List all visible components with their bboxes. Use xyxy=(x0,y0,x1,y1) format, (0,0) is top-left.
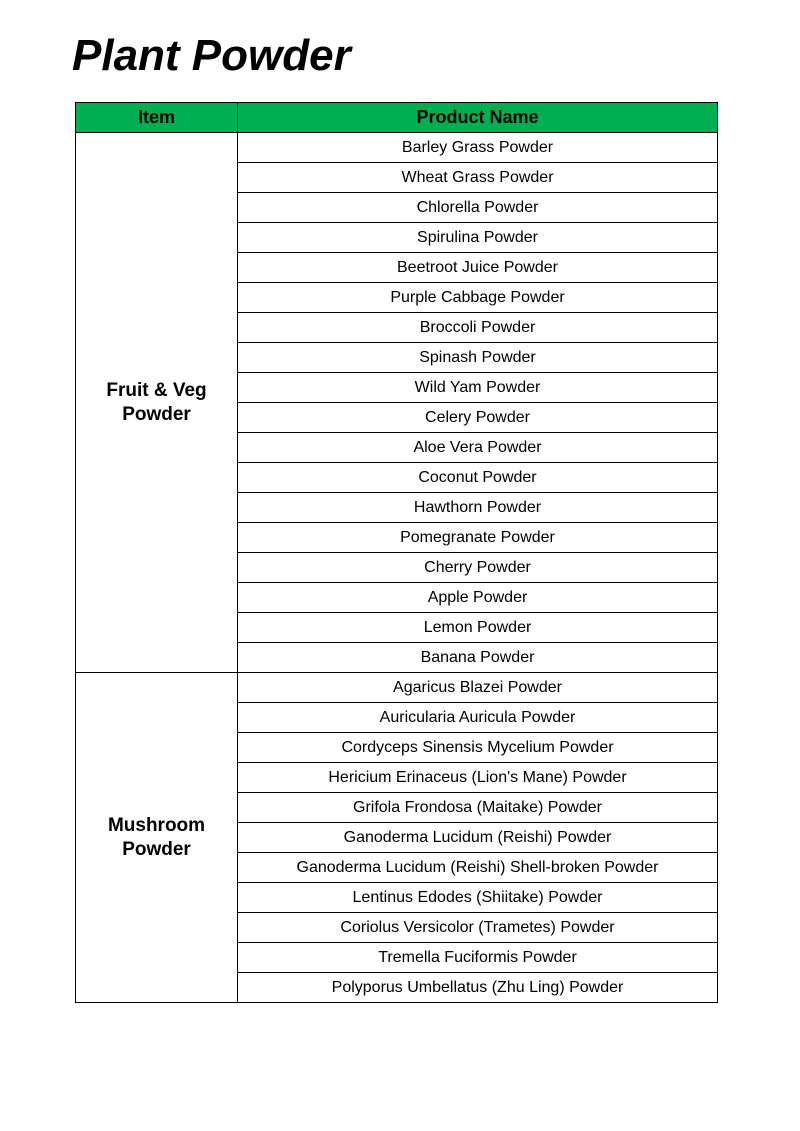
product-name-cell: Coriolus Versicolor (Trametes) Powder xyxy=(238,913,718,943)
product-name-cell: Agaricus Blazei Powder xyxy=(238,673,718,703)
product-name-cell: Grifola Frondosa (Maitake) Powder xyxy=(238,793,718,823)
product-name-cell: Ganoderma Lucidum (Reishi) Powder xyxy=(238,823,718,853)
product-name-cell: Tremella Fuciformis Powder xyxy=(238,943,718,973)
product-name-cell: Pomegranate Powder xyxy=(238,523,718,553)
header-product-name: Product Name xyxy=(238,103,718,133)
product-name-cell: Lentinus Edodes (Shiitake) Powder xyxy=(238,883,718,913)
category-label-line1: Fruit & Veg xyxy=(106,379,207,401)
product-name-cell: Celery Powder xyxy=(238,403,718,433)
table-header-row xyxy=(76,103,718,133)
product-name-cell: Wheat Grass Powder xyxy=(238,163,718,193)
table-row xyxy=(76,133,718,163)
product-name-cell: Spirulina Powder xyxy=(238,223,718,253)
product-name-cell: Wild Yam Powder xyxy=(238,373,718,403)
product-name-cell: Hawthorn Powder xyxy=(238,493,718,523)
product-name-cell: Hericium Erinaceus (Lion's Mane) Powder xyxy=(238,763,718,793)
table-row xyxy=(76,673,718,703)
product-name-cell: Lemon Powder xyxy=(238,613,718,643)
product-name-cell: Cordyceps Sinensis Mycelium Powder xyxy=(238,733,718,763)
product-name-cell: Aloe Vera Powder xyxy=(238,433,718,463)
category-label-line2: Powder xyxy=(122,403,191,425)
product-name-cell: Purple Cabbage Powder xyxy=(238,283,718,313)
category-cell xyxy=(76,133,238,673)
category-label-line2: Powder xyxy=(122,838,191,860)
product-name-cell: Apple Powder xyxy=(238,583,718,613)
category-label-line1: Mushroom xyxy=(107,814,206,836)
product-name-cell: Cherry Powder xyxy=(238,553,718,583)
category-cell xyxy=(76,673,238,1003)
table-body xyxy=(76,133,718,1003)
product-name-cell: Polyporus Umbellatus (Zhu Ling) Powder xyxy=(238,973,718,1003)
product-name-cell: Spinash Powder xyxy=(238,343,718,373)
product-name-cell: Banana Powder xyxy=(238,643,718,673)
product-name-cell: Beetroot Juice Powder xyxy=(238,253,718,283)
header-item: Item xyxy=(76,103,238,133)
product-name-cell: Ganoderma Lucidum (Reishi) Shell-broken Powder xyxy=(238,853,718,883)
product-name-cell: Chlorella Powder xyxy=(238,193,718,223)
product-name-cell: Auricularia Auricula Powder xyxy=(238,703,718,733)
product-name-cell: Coconut Powder xyxy=(238,463,718,493)
product-name-cell: Barley Grass Powder xyxy=(238,133,718,163)
product-table xyxy=(75,102,718,1003)
document-title: Plant Powder xyxy=(72,31,351,80)
product-name-cell: Broccoli Powder xyxy=(238,313,718,343)
